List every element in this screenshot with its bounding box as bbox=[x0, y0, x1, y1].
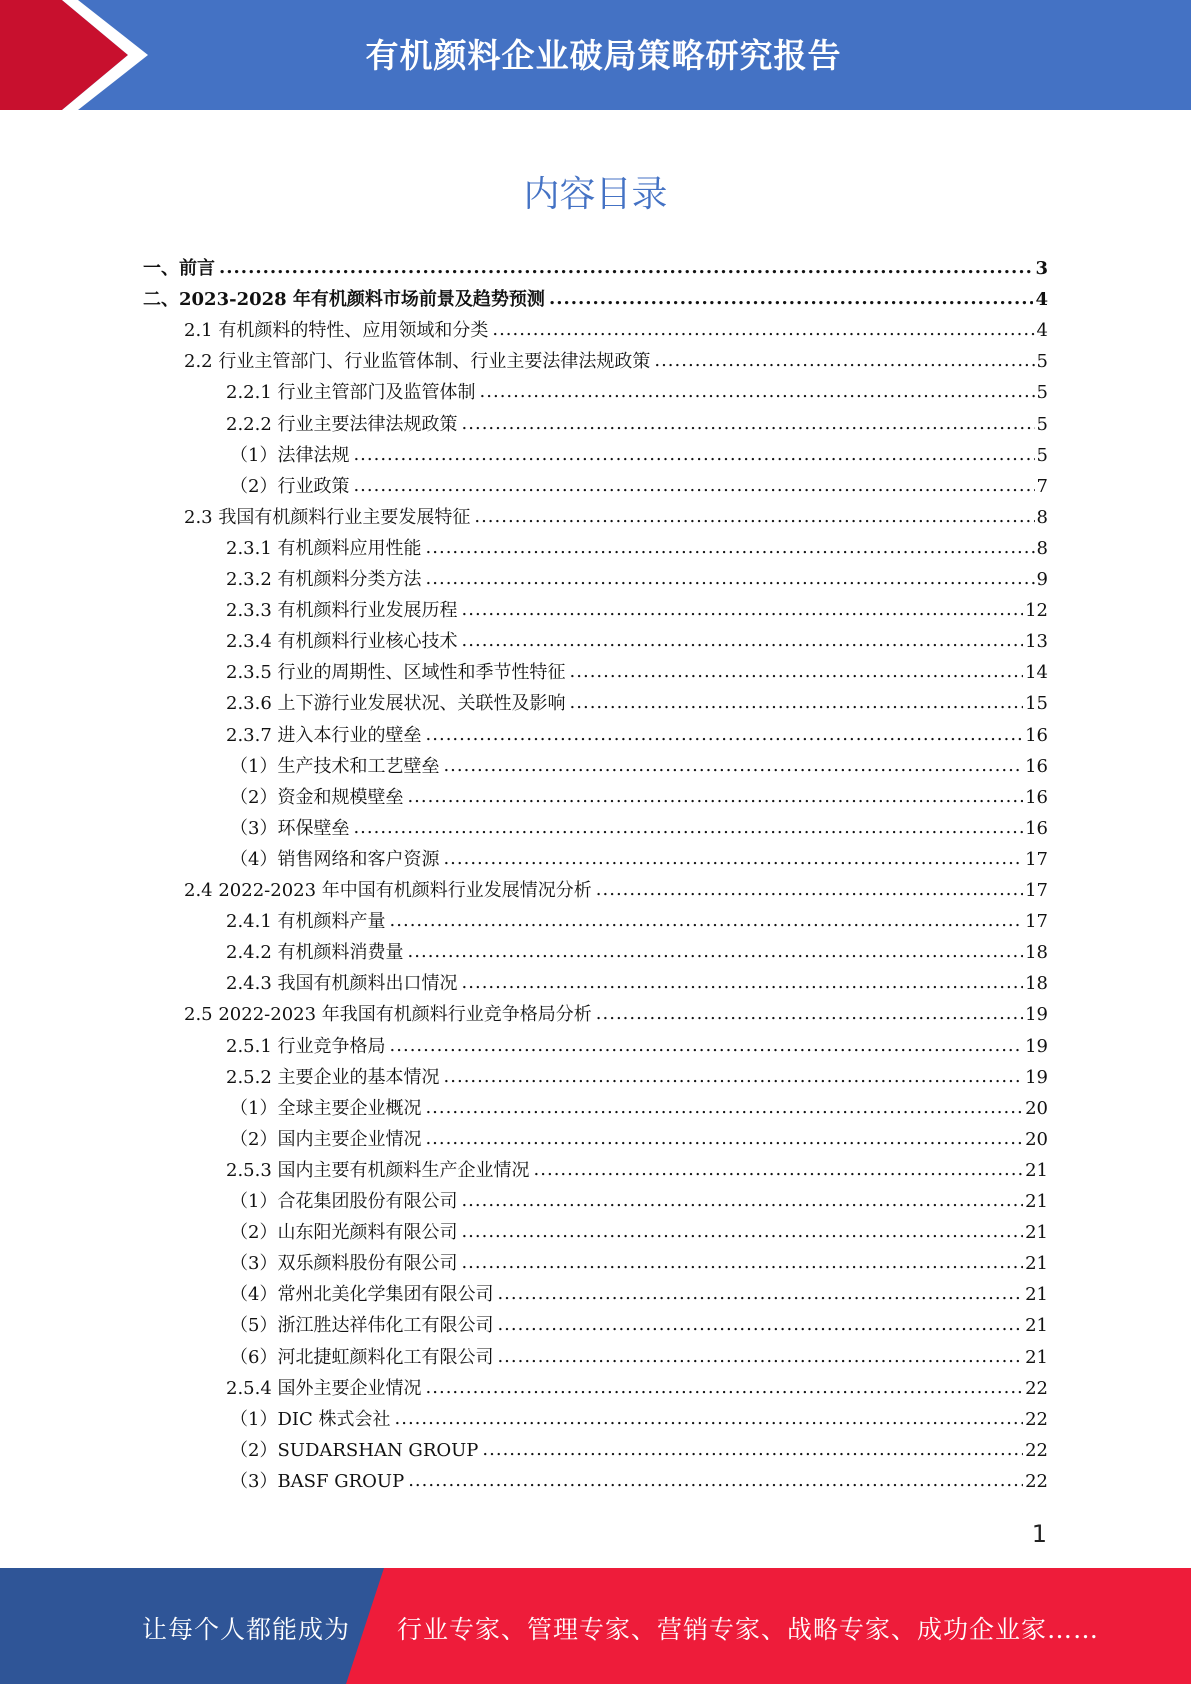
toc-dot-leader bbox=[408, 1470, 1023, 1491]
toc-dot-leader bbox=[426, 724, 1024, 745]
toc-dot-leader bbox=[461, 1221, 1023, 1242]
toc-dot-leader bbox=[570, 661, 1024, 682]
toc-dot-leader bbox=[482, 1439, 1023, 1460]
toc-heading: 内容目录 bbox=[523, 174, 668, 215]
toc-entry-label: （1）全球主要企业概况 bbox=[230, 1097, 422, 1119]
toc-entry-label: 2.3.3 有机颜料行业发展历程 bbox=[226, 600, 458, 622]
toc-entry-page: 21 bbox=[1025, 1159, 1048, 1181]
toc-entry-page: 16 bbox=[1025, 817, 1048, 839]
toc-entry[interactable] bbox=[226, 721, 1048, 752]
toc-dot-leader bbox=[480, 381, 1035, 402]
toc-entry[interactable] bbox=[230, 1249, 1048, 1280]
toc-entry-page: 8 bbox=[1036, 506, 1048, 528]
toc-entry[interactable] bbox=[230, 441, 1048, 472]
toc-dot-leader bbox=[596, 879, 1023, 900]
toc-entry-page: 21 bbox=[1025, 1191, 1048, 1212]
toc-dot-leader bbox=[462, 972, 1024, 993]
toc-entry[interactable] bbox=[226, 565, 1048, 596]
toc-dot-leader bbox=[426, 537, 1035, 558]
toc-entry-label: 2.2 行业主管部门、行业监管体制、行业主要法律法规政策 bbox=[184, 351, 651, 373]
toc-dot-leader bbox=[461, 1252, 1023, 1273]
toc-entry[interactable] bbox=[230, 1125, 1048, 1156]
toc-entry[interactable] bbox=[226, 658, 1048, 689]
toc-entry-label: 2.2.2 行业主要法律法规政策 bbox=[226, 413, 458, 435]
toc-dot-leader bbox=[443, 755, 1023, 776]
toc-entry-label: （2）SUDARSHAN GROUP bbox=[230, 1439, 479, 1461]
toc-entry-page: 9 bbox=[1036, 569, 1048, 590]
toc-entry-label: 2.4.1 有机颜料产量 bbox=[226, 911, 386, 933]
toc-entry-page: 14 bbox=[1025, 662, 1048, 684]
toc-entry-label: （1）DIC 株式会社 bbox=[230, 1408, 391, 1430]
toc-dot-leader bbox=[395, 1408, 1024, 1429]
toc-entry-label: 2.4 2022-2023 年中国有机颜料行业发展情况分析 bbox=[184, 880, 592, 901]
toc-entry[interactable] bbox=[230, 752, 1048, 783]
toc-entry-page: 20 bbox=[1025, 1097, 1048, 1119]
page-header bbox=[0, 0, 1191, 110]
toc-dot-leader bbox=[408, 941, 1024, 962]
toc-entry-page: 19 bbox=[1025, 1004, 1048, 1026]
toc-entry-label: 2.3.1 有机颜料应用性能 bbox=[226, 537, 422, 559]
toc-entry[interactable] bbox=[230, 1094, 1048, 1125]
toc-entry-page: 21 bbox=[1025, 1284, 1048, 1306]
toc-dot-leader bbox=[353, 444, 1034, 465]
footer-slogan-right: 行业专家、管理专家、营销专家、战略专家、成功企业家…… bbox=[397, 1615, 1100, 1644]
toc-dot-leader bbox=[654, 350, 1034, 371]
toc-entry-label: （2）国内主要企业情况 bbox=[230, 1128, 422, 1150]
toc-dot-leader bbox=[219, 257, 1033, 278]
toc-entry-label: （6）河北捷虹颜料化工有限公司 bbox=[230, 1346, 494, 1368]
toc-entry[interactable] bbox=[226, 627, 1048, 658]
toc-dot-leader bbox=[549, 288, 1034, 309]
toc-entry-label: 2.5 2022-2023 年我国有机颜料行业竞争格局分析 bbox=[184, 1004, 592, 1026]
toc-entry[interactable] bbox=[226, 378, 1048, 409]
toc-entry-label: 一、前言 bbox=[143, 258, 215, 279]
toc-dot-leader bbox=[492, 319, 1034, 340]
toc-dot-leader bbox=[570, 692, 1024, 713]
toc-dot-leader bbox=[497, 1283, 1023, 1304]
toc-entry-page: 21 bbox=[1025, 1222, 1048, 1244]
toc-entry[interactable] bbox=[184, 316, 1048, 347]
toc-entry-label: （3）BASF GROUP bbox=[230, 1470, 405, 1492]
toc-dot-leader bbox=[444, 1066, 1024, 1087]
toc-entry-label: 2.3.6 上下游行业发展状况、关联性及影响 bbox=[226, 693, 566, 715]
toc-entry-page: 19 bbox=[1025, 1066, 1048, 1088]
toc-dot-leader bbox=[461, 1190, 1023, 1211]
toc-entry-page: 22 bbox=[1025, 1377, 1048, 1399]
toc-dot-leader bbox=[353, 817, 1023, 838]
toc-entry-label: 2.4.2 有机颜料消费量 bbox=[226, 942, 404, 964]
toc-entry-label: 2.4.3 我国有机颜料出口情况 bbox=[226, 973, 458, 995]
toc-dot-leader bbox=[353, 475, 1034, 496]
toc-entry-page: 22 bbox=[1025, 1470, 1048, 1492]
toc-entry-page: 5 bbox=[1036, 382, 1048, 404]
toc-entry-label: 2.1 有机颜料的特性、应用领域和分类 bbox=[184, 320, 489, 342]
toc-entry[interactable] bbox=[230, 1280, 1048, 1311]
toc-entry[interactable] bbox=[226, 969, 1048, 1000]
toc-entry[interactable] bbox=[226, 1374, 1048, 1405]
toc-entry-label: （5）浙江胜达祥伟化工有限公司 bbox=[230, 1315, 494, 1337]
toc-entry[interactable] bbox=[230, 1343, 1048, 1374]
toc-entry[interactable] bbox=[230, 1187, 1048, 1218]
toc-dot-leader bbox=[474, 506, 1034, 527]
toc-entry-page: 5 bbox=[1036, 351, 1048, 373]
toc-dot-leader bbox=[596, 1003, 1023, 1024]
toc-entry-page: 22 bbox=[1025, 1439, 1048, 1461]
toc-entry-page: 8 bbox=[1036, 537, 1048, 559]
toc-entry[interactable] bbox=[226, 1032, 1048, 1063]
toc-entry-label: 2.5.2 主要企业的基本情况 bbox=[226, 1066, 440, 1088]
toc-entry-page: 17 bbox=[1025, 880, 1048, 901]
toc-entry[interactable] bbox=[226, 410, 1048, 441]
toc-entry[interactable] bbox=[230, 1436, 1048, 1467]
toc-entry[interactable] bbox=[184, 876, 1048, 907]
toc-entry-page: 20 bbox=[1025, 1128, 1048, 1150]
toc-entry-page: 7 bbox=[1036, 475, 1048, 497]
toc-entry-label: 2.5.1 行业竞争格局 bbox=[226, 1035, 386, 1057]
toc-entry-label: 2.5.3 国内主要有机颜料生产企业情况 bbox=[226, 1159, 530, 1181]
toc-entry[interactable] bbox=[226, 596, 1048, 627]
toc-entry-label: （2）山东阳光颜料有限公司 bbox=[230, 1222, 458, 1244]
toc-entry-page: 17 bbox=[1025, 848, 1048, 870]
toc-dot-leader bbox=[407, 786, 1023, 807]
toc-entry-label: 二、2023-2028 年有机颜料市场前景及趋势预测 bbox=[143, 289, 545, 311]
toc-entry[interactable] bbox=[226, 938, 1048, 969]
page-footer bbox=[0, 1568, 1191, 1684]
toc-entry-label: （3）双乐颜料股份有限公司 bbox=[230, 1253, 458, 1275]
toc-entry-page: 5 bbox=[1036, 444, 1048, 466]
toc-entry-label: （1）合花集团股份有限公司 bbox=[230, 1191, 458, 1212]
toc-entry-page: 4 bbox=[1036, 320, 1048, 342]
footer-slogan-left: 让每个人都能成为 bbox=[142, 1615, 351, 1644]
toc-entry[interactable] bbox=[230, 1467, 1048, 1498]
toc-entry[interactable] bbox=[230, 1311, 1048, 1342]
report-title: 有机颜料企业破局策略研究报告 bbox=[365, 36, 842, 75]
toc-entry[interactable] bbox=[226, 1156, 1048, 1187]
toc-entry-page: 16 bbox=[1025, 755, 1048, 777]
toc-entry[interactable] bbox=[230, 472, 1048, 503]
toc-dot-leader bbox=[425, 1097, 1023, 1118]
toc-entry-page: 15 bbox=[1025, 693, 1048, 715]
toc-entry-label: 2.5.4 国外主要企业情况 bbox=[226, 1377, 422, 1399]
toc-entry[interactable] bbox=[226, 907, 1048, 938]
toc-entry[interactable] bbox=[184, 347, 1048, 378]
toc-dot-leader bbox=[462, 413, 1035, 434]
toc-entry-page: 12 bbox=[1025, 600, 1048, 622]
toc-entry-label: （1）生产技术和工艺壁垒 bbox=[230, 755, 440, 777]
toc-entry[interactable] bbox=[184, 1000, 1048, 1031]
toc-entry-label: 2.3.2 有机颜料分类方法 bbox=[226, 569, 422, 590]
toc-dot-leader bbox=[497, 1314, 1023, 1335]
toc-entry[interactable] bbox=[184, 503, 1048, 534]
toc-entry-page: 21 bbox=[1025, 1253, 1048, 1275]
toc-entry-label: （3）环保壁垒 bbox=[230, 817, 350, 839]
toc-entry-label: （4）销售网络和客户资源 bbox=[230, 848, 440, 870]
toc-entry-label: （4）常州北美化学集团有限公司 bbox=[230, 1284, 494, 1306]
toc-entry-page: 4 bbox=[1035, 289, 1048, 311]
toc-entry-label: 2.3.7 进入本行业的壁垒 bbox=[226, 724, 422, 746]
toc-entry-label: 2.3 我国有机颜料行业主要发展特征 bbox=[184, 506, 471, 528]
toc-entry-page: 21 bbox=[1025, 1315, 1048, 1337]
toc-entry-page: 5 bbox=[1036, 413, 1048, 435]
toc-dot-leader bbox=[425, 1128, 1023, 1149]
toc-dot-leader bbox=[497, 1346, 1023, 1367]
toc-entry-label: （2）资金和规模壁垒 bbox=[230, 786, 404, 808]
toc-dot-leader bbox=[390, 1035, 1024, 1056]
toc-dot-leader bbox=[390, 910, 1024, 931]
toc-entry[interactable] bbox=[226, 1063, 1048, 1094]
toc-dot-leader bbox=[462, 599, 1024, 620]
toc-entry-page: 17 bbox=[1025, 911, 1048, 933]
toc-entry-label: 2.2.1 行业主管部门及监管体制 bbox=[226, 382, 476, 404]
toc-entry[interactable] bbox=[143, 285, 1048, 316]
toc-dot-leader bbox=[443, 848, 1023, 869]
toc-entry-page: 22 bbox=[1025, 1408, 1048, 1430]
toc-entry-page: 18 bbox=[1025, 973, 1048, 995]
toc-entry[interactable] bbox=[230, 1405, 1048, 1436]
toc-entry-page: 16 bbox=[1025, 786, 1048, 808]
toc-dot-leader bbox=[462, 630, 1024, 651]
toc-entry[interactable] bbox=[230, 783, 1048, 814]
toc-entry[interactable] bbox=[230, 1218, 1048, 1249]
toc-entry[interactable] bbox=[143, 254, 1048, 285]
toc-entry[interactable] bbox=[230, 845, 1048, 876]
toc-entry-page: 19 bbox=[1025, 1035, 1048, 1057]
toc-entry[interactable] bbox=[226, 689, 1048, 720]
toc-entry-page: 16 bbox=[1025, 724, 1048, 746]
toc-entry-label: （1）法律法规 bbox=[230, 444, 350, 466]
toc-entry-label: 2.3.5 行业的周期性、区域性和季节性特征 bbox=[226, 662, 566, 684]
toc-dot-leader bbox=[534, 1159, 1024, 1180]
toc-entry[interactable] bbox=[230, 814, 1048, 845]
toc-entry-page: 3 bbox=[1035, 258, 1048, 279]
toc-entry-page: 21 bbox=[1025, 1346, 1048, 1368]
toc-entry[interactable] bbox=[226, 534, 1048, 565]
toc-entry-page: 18 bbox=[1025, 942, 1048, 964]
toc-dot-leader bbox=[426, 568, 1035, 589]
toc-entry-page: 13 bbox=[1025, 631, 1048, 653]
toc-entry-label: （2）行业政策 bbox=[230, 475, 350, 497]
page-number: 1 bbox=[1031, 1520, 1047, 1548]
toc-dot-leader bbox=[426, 1377, 1024, 1398]
toc-entry-label: 2.3.4 有机颜料行业核心技术 bbox=[226, 631, 458, 653]
